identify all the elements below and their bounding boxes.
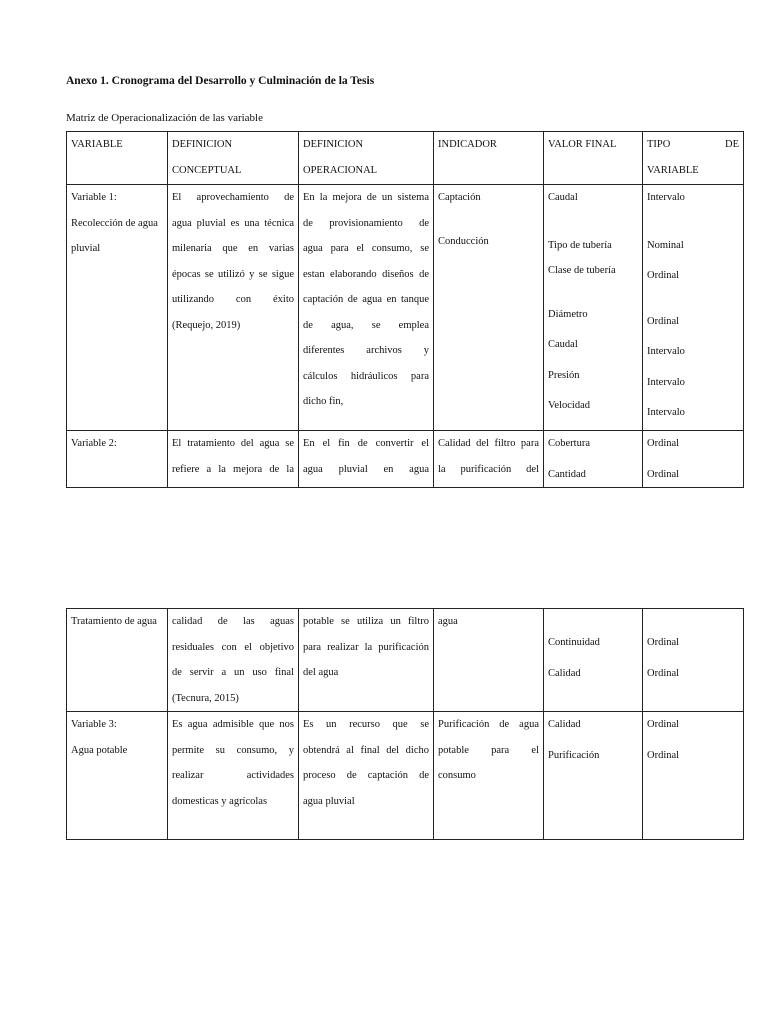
header-conceptual: DEFINICION CONCEPTUAL — [168, 132, 299, 185]
header-valor-final: VALOR FINAL — [544, 132, 643, 185]
header-variable: VARIABLE — [67, 132, 168, 185]
cell-indicador: Purificación de agua potable para el consumo — [434, 712, 544, 840]
cell-variable: Variable 1: Recolección de agua pluvial — [67, 185, 168, 431]
cell-variable: Tratamiento de agua — [67, 609, 168, 712]
cell-operacional: En la mejora de un sistema de provisionamiento de agua para el consumo, se estan elaborando diseños de captación de agua en tanque de agua, se emplea diferentes archivos y cálculos hidráulicos para dicho fin, — [299, 185, 434, 431]
cell-tipo: Ordinal Ordinal — [643, 431, 744, 488]
header-operacional: DEFINICION OPERACIONAL — [299, 132, 434, 185]
table-row-variable-1 — [67, 185, 744, 431]
document-title: Anexo 1. Cronograma del Desarrollo y Culminación de la Tesis — [66, 75, 375, 87]
cell-valor-final: Caudal Tipo de tubería Clase de tubería Diámetro Caudal Presión Velocidad — [544, 185, 643, 431]
cell-conceptual: El tratamiento del agua se refiere a la mejora de la — [168, 431, 299, 488]
cell-operacional: potable se utiliza un filtro para realizar la purificación del agua — [299, 609, 434, 712]
cell-conceptual: calidad de las aguas residuales con el objetivo de servir a un uso final (Tecnura, 2015) — [168, 609, 299, 712]
cell-operacional: Es un recurso que se obtendrá al final del dicho proceso de captación de agua pluvial — [299, 712, 434, 840]
table-header-row — [67, 132, 744, 185]
operationalization-table-part-2 — [66, 608, 744, 840]
cell-valor-final: Continuidad Calidad — [544, 609, 643, 712]
header-tipo: TIPO DE VARIABLE — [643, 132, 744, 185]
cell-indicador: agua — [434, 609, 544, 712]
cell-tipo: Ordinal Ordinal — [643, 609, 744, 712]
cell-valor-final: Calidad Purificación — [544, 712, 643, 840]
cell-indicador: Calidad del filtro para la purificación del — [434, 431, 544, 488]
cell-tipo: Intervalo Nominal Ordinal Ordinal Intervalo Intervalo Intervalo — [643, 185, 744, 431]
table-row-variable-3 — [67, 712, 744, 840]
cell-operacional: En el fin de convertir el agua pluvial en agua — [299, 431, 434, 488]
header-indicador: INDICADOR — [434, 132, 544, 185]
table-row-variable-2 — [67, 431, 744, 488]
operationalization-table-part-1 — [66, 131, 744, 488]
cell-variable: Variable 2: — [67, 431, 168, 488]
table-caption: Matriz de Operacionalización de las variable — [66, 112, 263, 124]
cell-conceptual: El aprovechamiento de agua pluvial es una técnica milenaria que en varias épocas se utilizó y se sigue utilizando con éxito (Requejo, 2019) — [168, 185, 299, 431]
cell-tipo: Ordinal Ordinal — [643, 712, 744, 840]
cell-indicador: Captación Conducción — [434, 185, 544, 431]
cell-variable: Variable 3: Agua potable — [67, 712, 168, 840]
table-row-tratamiento — [67, 609, 744, 712]
cell-conceptual: Es agua admisible que nos permite su consumo, y realizar actividades domesticas y agrícolas — [168, 712, 299, 840]
cell-valor-final: Cobertura Cantidad — [544, 431, 643, 488]
